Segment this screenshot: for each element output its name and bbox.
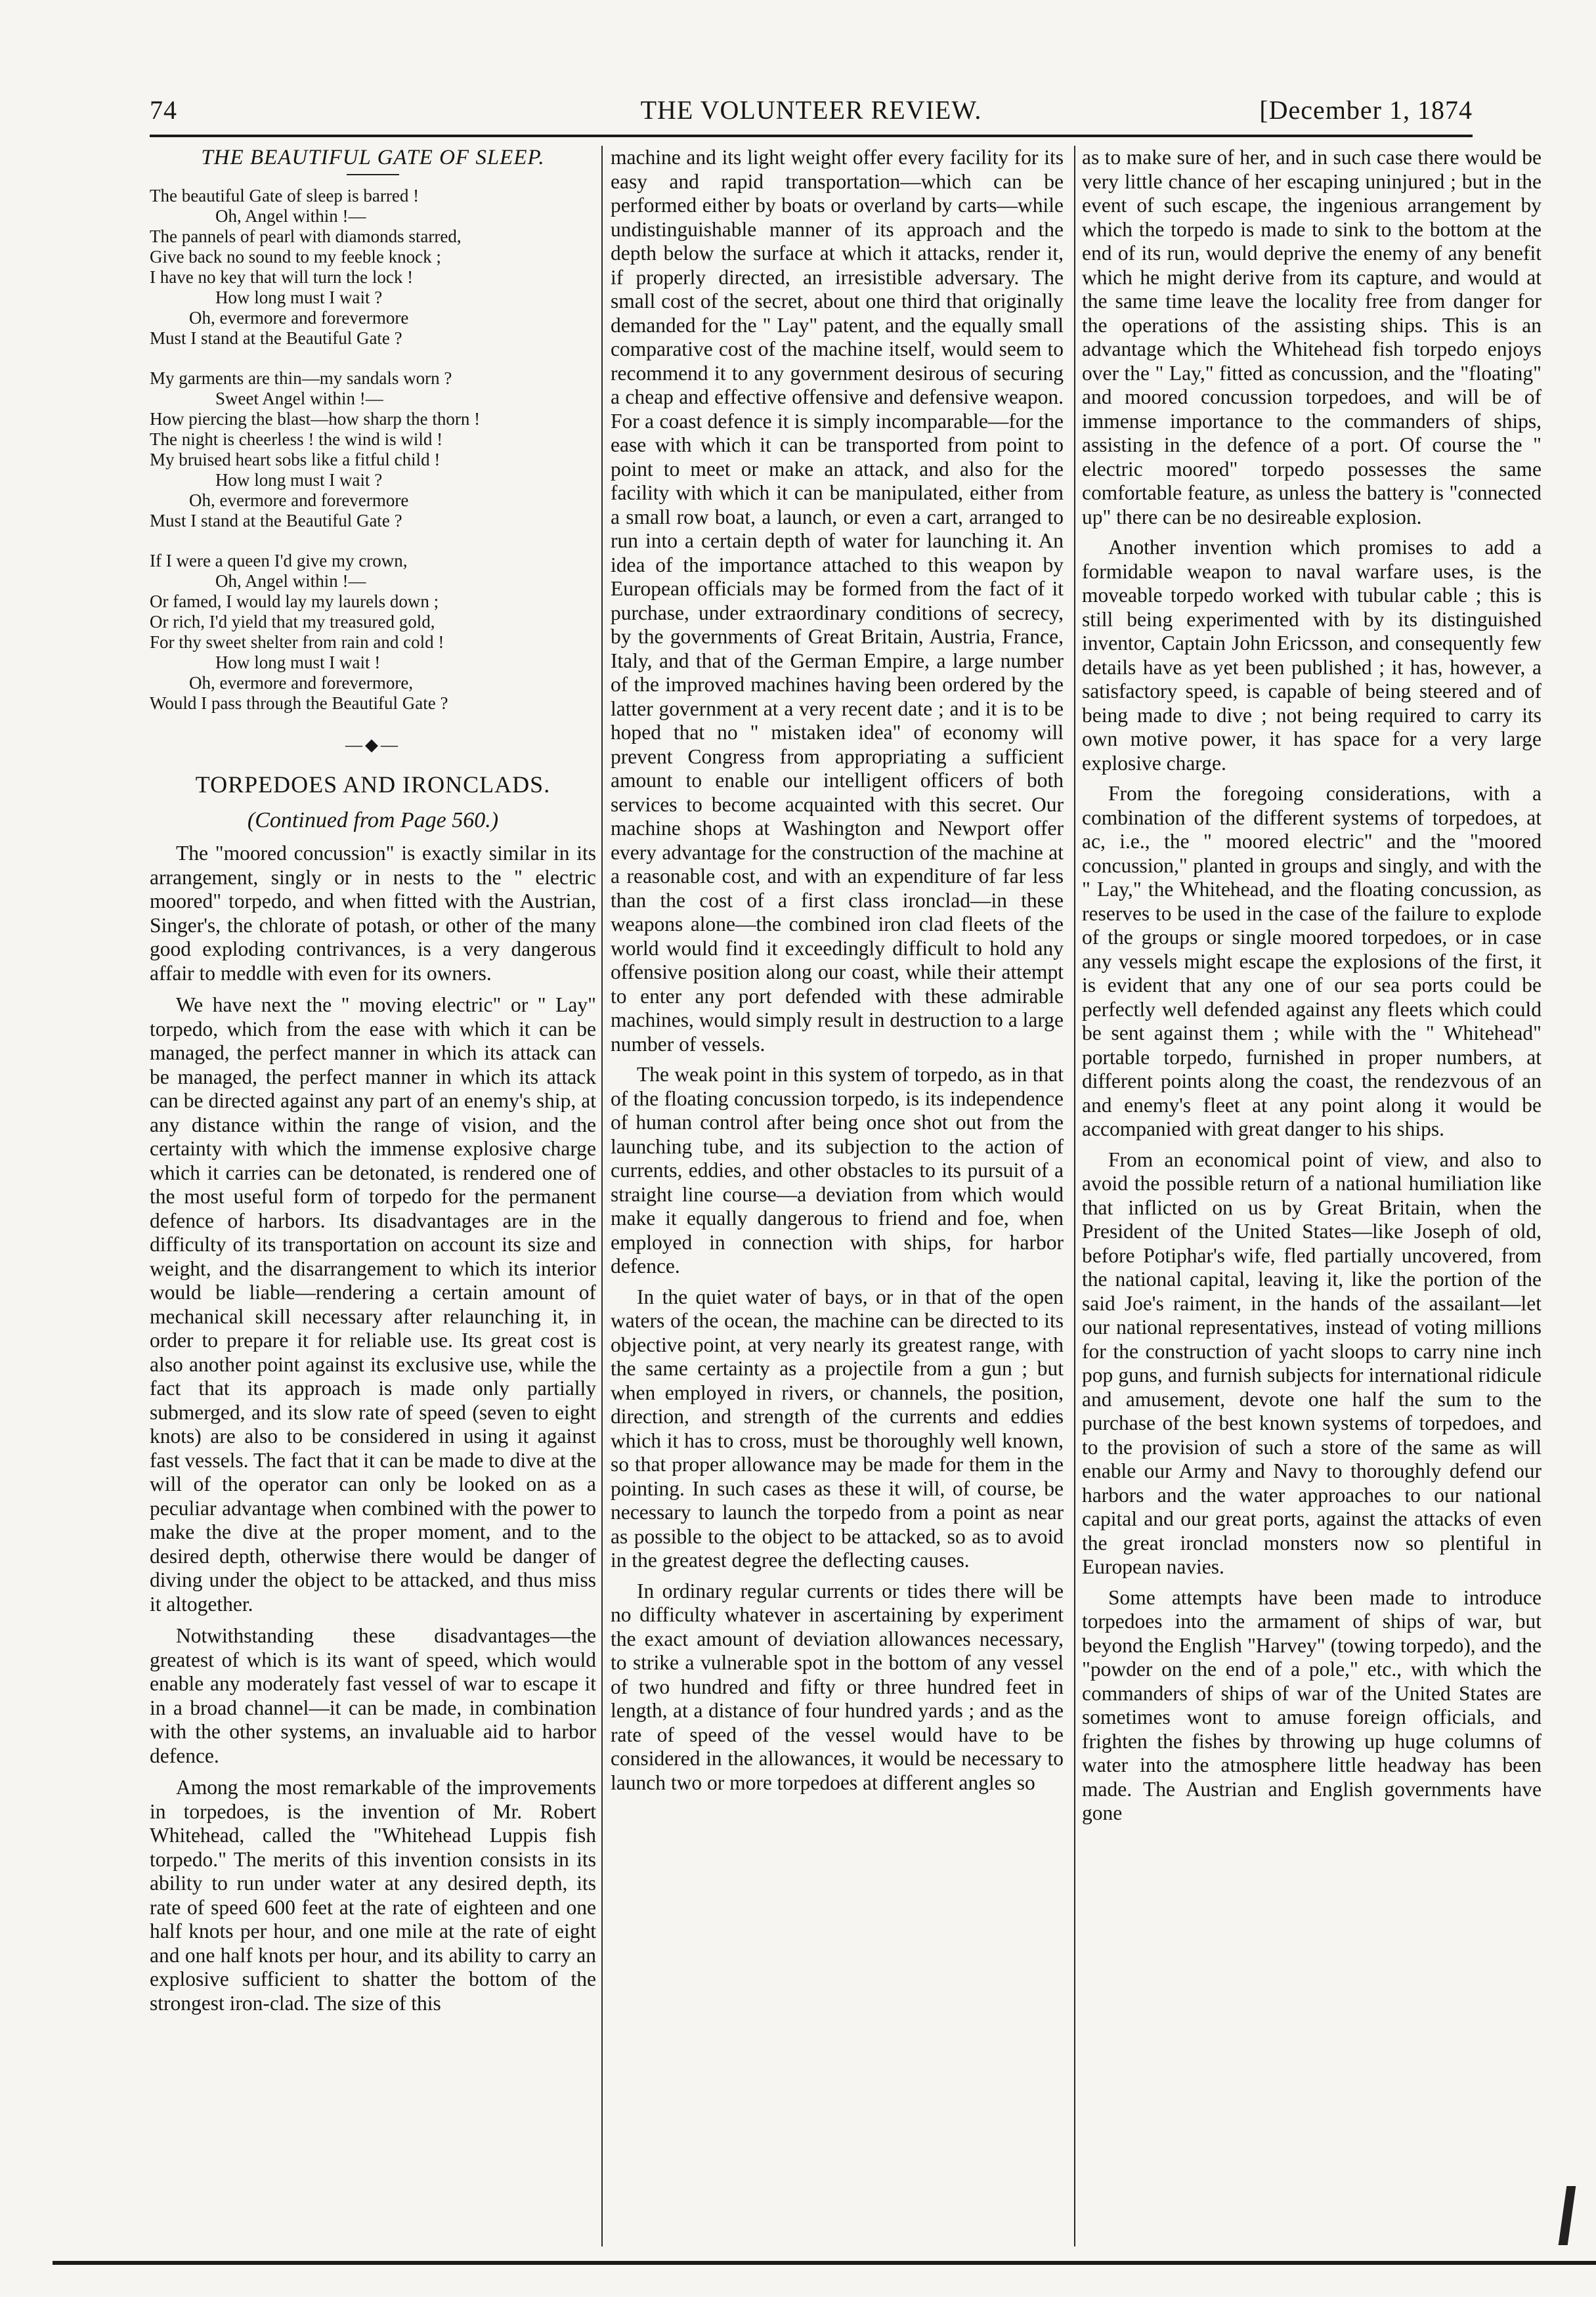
page-header bbox=[150, 85, 1473, 131]
poem-stanza bbox=[150, 186, 596, 349]
poem-line: If I were a queen I'd give my crown, bbox=[150, 550, 408, 570]
poem-line: My bruised heart sobs like a fitful child ! bbox=[150, 449, 441, 469]
poem-line: I have no key that will turn the lock ! bbox=[150, 267, 414, 287]
poem-line: Would I pass through the Beautiful Gate ? bbox=[150, 693, 448, 713]
column-2-body bbox=[611, 146, 1064, 1795]
poem-line: The beautiful Gate of sleep is barred ! bbox=[150, 185, 420, 205]
footer-rule bbox=[53, 2261, 1596, 2265]
article-paragraph: as to make sure of her, and in such case there would be very little chance of her escaping uninjured ; but in the event of such escape, the ingenious arrangement by which the torpedo is made to sink to the bottom at the end of its run, would deprive the enemy of any benefit which he might derive from its capture, and would at the same time leave the locality free from danger for the operations of the assisting ships. This is an advantage which the Whitehead fish torpedo enjoys over the " Lay," fitted as concussion, and the "floating" and moored concussion torpedoes, and will be of immense importance to the commanders of ships, assisting in the defence of a port. Of course the " electric moored" torpedo possesses the same comfortable feature, as unless the battery is "connected up" there can be no desireable explosion. bbox=[1082, 146, 1542, 528]
article-paragraph: We have next the " moving electric" or " Lay" torpedo, which from the ease with which it can be managed, the perfect manner in which its attack can be managed, the perfect manner in which its attack can be directed against any part of an enemy's ship, at any distance within the range of vision, and the certainty with which the immense explosive charge which it carries can be detonated, is rendered one of the most useful form of torpedo for the permanent defence of harbors. Its disadvantages are in the difficulty of its transportation on account its size and weight, and the disarrangement to which its interior would be liable—rendering a certain amount of mechanical skill necessary after relaunching it, in order to prepare it for reliable use. Its great cost is also another point against its exclusive use, while the fact that its approach is made only partially submerged, and its slow rate of speed (seven to eight knots) are also to be considered in using it against fast vessels. The fact that it can be made to dive at the will of the operator can only be looked on as a peculiar advantage when combined with the power to make the dive at the proper moment, and to the desired depth, otherwise there would be danger of diving under the object to be attacked, and thus miss it altogether. bbox=[150, 993, 596, 1616]
poem-line: Oh, Angel within !— bbox=[215, 205, 366, 226]
poem-line: How long must I wait ? bbox=[215, 469, 383, 490]
poem-body bbox=[150, 186, 596, 714]
poem-line: Give back no sound to my feeble knock ; bbox=[150, 246, 441, 267]
article-paragraph: machine and its light weight offer every facility for its easy and rapid transportation—which can be performed either by boats or overland by carts—while undistinguishable manner of its approach and the depth below the surface at which it attacks, render it, if properly directed, an irresistible adversary. The small cost of the secret, about one third that originally demanded for the " Lay" patent, and the equally small comparative cost of the machine itself, would seem to recommend it to any government desirous of securing a cheap and effective offensive and defensive weapon. For a coast defence it is simply incomparable—for the ease with which it can be transported from point to point to meet or make an attack, and also for the facility with which it can be manipulated, either from a small row boat, a launch, or even a cart, arranged to run into a certain depth of water for launching it. An idea of the importance attached to this weapon by European officials may be formed from the fact of it purchase, under extraordinary conditions of secrecy, by the governments of Great Britain, Austria, France, Italy, and that of the German Empire, a large number of the improved machines having been ordered by the latter government at a very recent date ; and it is to be hoped that no " mistaken idea" of economy will prevent Congress from appropriating a sufficient amount to enable our intelligent officers of both services to become acquainted with this secret. Our machine shops at Washington and Newport offer every advantage for the construction of the machine at a reasonable cost, and with an expenditure of far less than the cost of a first class ironclad—in these weapons alone—the combined iron clad fleets of the world would find it exceedingly difficult to hold any offensive position along our coast, while their attempt to enter any port defended with these admirable machines, would simply result in destruction to a large number of vessels. bbox=[611, 146, 1064, 1056]
poem-line: How long must I wait ! bbox=[215, 652, 381, 672]
article-title: TORPEDOES AND IRONCLADS. bbox=[195, 771, 551, 798]
article-paragraph: From an economical point of view, and also to avoid the possible return of a national humiliation like that inflicted on us by Great Britain, when the President of the United States—like Joseph of old, before Potiphar's wife, fled partially uncovered, from the national capital, leaving it, like the portion of the said Joe's raiment, in the hands of the assailant—let our national representatives, instead of voting millions for the construction of yacht sloops to carry nine inch pop guns, and furnish subjects for international ridicule and amusement, devote one half the sum to the purchase of the best known systems of torpedoes, and to the provision of such a store of the same as will enable our Army and Navy to thoroughly defend our harbors and the water approaches to our national capital and our great ports, against the attacks of even the great ironclad monsters now so plentiful in European navies. bbox=[1082, 1148, 1542, 1578]
poem-rule bbox=[347, 174, 399, 175]
publication-title: THE VOLUNTEER REVIEW. bbox=[640, 95, 982, 125]
article-paragraph: From the foregoing considerations, with a combination of the different systems of torpedoes, at ac, i.e., the " moored electric" and the "moored concussion," planted in groups and singly, and with the " Lay," the Whitehead, and the floating concussion, as reserves to be used in the case of the failure to explode of the groups or single moored torpedoes, or in case any vessels might escape the explosions of the first, it is evident that any one of our sea ports could be perfectly well defended against any fleets which could be sent against them ; while with the " Whitehead" portable torpedo, furnished in proper numbers, at different points along the coast, the rendezvous of an and enemy's fleet at any point along it would be accompanied with great danger to his ships. bbox=[1082, 782, 1542, 1140]
column-1 bbox=[150, 146, 596, 2023]
poem-title: THE BEAUTIFUL GATE OF SLEEP. bbox=[201, 146, 545, 169]
poem-line: The night is cheerless ! the wind is wild ! bbox=[150, 429, 443, 449]
column-1-body bbox=[150, 842, 596, 2015]
column-3 bbox=[1082, 146, 1542, 1832]
poem-line: Must I stand at the Beautiful Gate ? bbox=[150, 510, 402, 530]
poem-line: Oh, Angel within !— bbox=[215, 570, 366, 591]
poem-line: Oh, evermore and forevermore bbox=[189, 307, 409, 328]
poem-line: The pannels of pearl with diamonds starred, bbox=[150, 226, 462, 246]
poem-line: Or famed, I would lay my laurels down ; bbox=[150, 591, 439, 611]
section-ornament: —◆— bbox=[345, 735, 400, 754]
poem-stanza bbox=[150, 551, 596, 714]
poem-line: Sweet Angel within !— bbox=[215, 388, 383, 408]
issue-date: [December 1, 1874 bbox=[1259, 95, 1473, 125]
article-paragraph: Another invention which promises to add a formidable weapon to naval warfare uses, is the moveable torpedo worked with tubular cable ; this is still being experimented with by its distinguished inventor, Captain John Ericsson, and consequently few details have as yet been published ; it has, however, a satisfactory speed, is capable of being steered and of being made to dive ; not being required to carry its own motive power, it has space for a very large explosive charge. bbox=[1082, 536, 1542, 775]
article-paragraph: In the quiet water of bays, or in that of the open waters of the ocean, the machine can be directed to its objective point, at very nearly its greatest range, with the same certainty as a projectile from a gun ; but when employed in rivers, or channels, the position, direction, and strength of the currents and eddies which it has to cross, must be thoroughly well known, so that proper allowance may be made for them in the pointing. In such cases as these it will, of course, be necessary to launch the torpedo from a point as near as possible to the object to be attacked, so as to avoid in the greatest degree the deflecting causes. bbox=[611, 1285, 1064, 1572]
poem-line: Must I stand at the Beautiful Gate ? bbox=[150, 328, 402, 348]
column-divider bbox=[1074, 146, 1075, 2246]
column-2 bbox=[611, 146, 1064, 1801]
page-number: 74 bbox=[150, 95, 177, 125]
header-rule bbox=[150, 135, 1473, 137]
poem-stanza bbox=[150, 368, 596, 531]
article-subtitle: (Continued from Page 560.) bbox=[247, 807, 499, 832]
poem-line: Oh, evermore and forevermore, bbox=[189, 672, 414, 693]
article-paragraph: In ordinary regular currents or tides there will be no difficulty whatever in ascertaining by experiment the exact amount of deviation allowances necessary, to strike a vulnerable spot in the bottom of any vessel of two hundred and fifty or three hundred feet in length, at a distance of four hundred yards ; and as the rate of speed of the vessel would have to be considered in the allowances, it would be necessary to launch two or more torpedoes at different angles so bbox=[611, 1579, 1064, 1794]
article-paragraph: The weak point in this system of torpedo, as in that of the floating concussion torpedo, is its independence of human control after being once shot out from the launching tube, and its subjection to the action of currents, eddies, and other obstacles to its pursuit of a straight line course—a deviation from which would make it equally dangerous to friend and foe, when employed in connection with ships, for harbor defence. bbox=[611, 1063, 1064, 1277]
poem-line: Or rich, I'd yield that my treasured gold, bbox=[150, 611, 435, 632]
column-3-body bbox=[1082, 146, 1542, 1826]
article-paragraph: The "moored concussion" is exactly similar in its arrangement, singly or in nests to the " electric moored" torpedo, and when fitted with the Austrian, Singer's, the chlorate of potash, or other of the many good exploding contrivances, is a very dangerous affair to meddle with even for its owners. bbox=[150, 842, 596, 985]
article-paragraph: Among the most remarkable of the improvements in torpedoes, is the invention of Mr. Robert Whitehead, called the "Whitehead Luppis fish torpedo." The merits of this invention consists in its ability to run under water at any desired depth, its rate of speed 600 feet at the rate of eighteen and one half knots per hour, and one mile at the rate of eight and one half knots per hour, and its ability to carry an explosive sufficient to shatter the bottom of the strongest iron-clad. The size of this bbox=[150, 1776, 596, 2015]
print-mark bbox=[1559, 2186, 1576, 2245]
column-divider bbox=[601, 146, 603, 2246]
poem-line: For thy sweet shelter from rain and cold ! bbox=[150, 632, 444, 652]
article-paragraph: Some attempts have been made to introduce torpedoes into the armament of ships of war, but beyond the English "Harvey" (towing torpedo), and the "powder on the end of a pole," etc., with which the commanders of ships of war of the United States are sometimes wont to amuse foreign officials, and frighten the fishes by throwing up huge columns of water into the atmosphere little headway has been made. The Austrian and English governments have gone bbox=[1082, 1585, 1542, 1824]
poem-line: My garments are thin—my sandals worn ? bbox=[150, 368, 452, 388]
poem-line: Oh, evermore and forevermore bbox=[189, 490, 409, 510]
article-paragraph: Notwithstanding these disadvantages—the greatest of which is its want of speed, which would enable any moderately fast vessel of war to escape it in a broad channel—it can be made, in combination with the other systems, an invaluable aid to harbor defence. bbox=[150, 1624, 596, 1767]
poem-line: How piercing the blast—how sharp the thorn ! bbox=[150, 408, 481, 429]
poem-line: How long must I wait ? bbox=[215, 287, 383, 307]
